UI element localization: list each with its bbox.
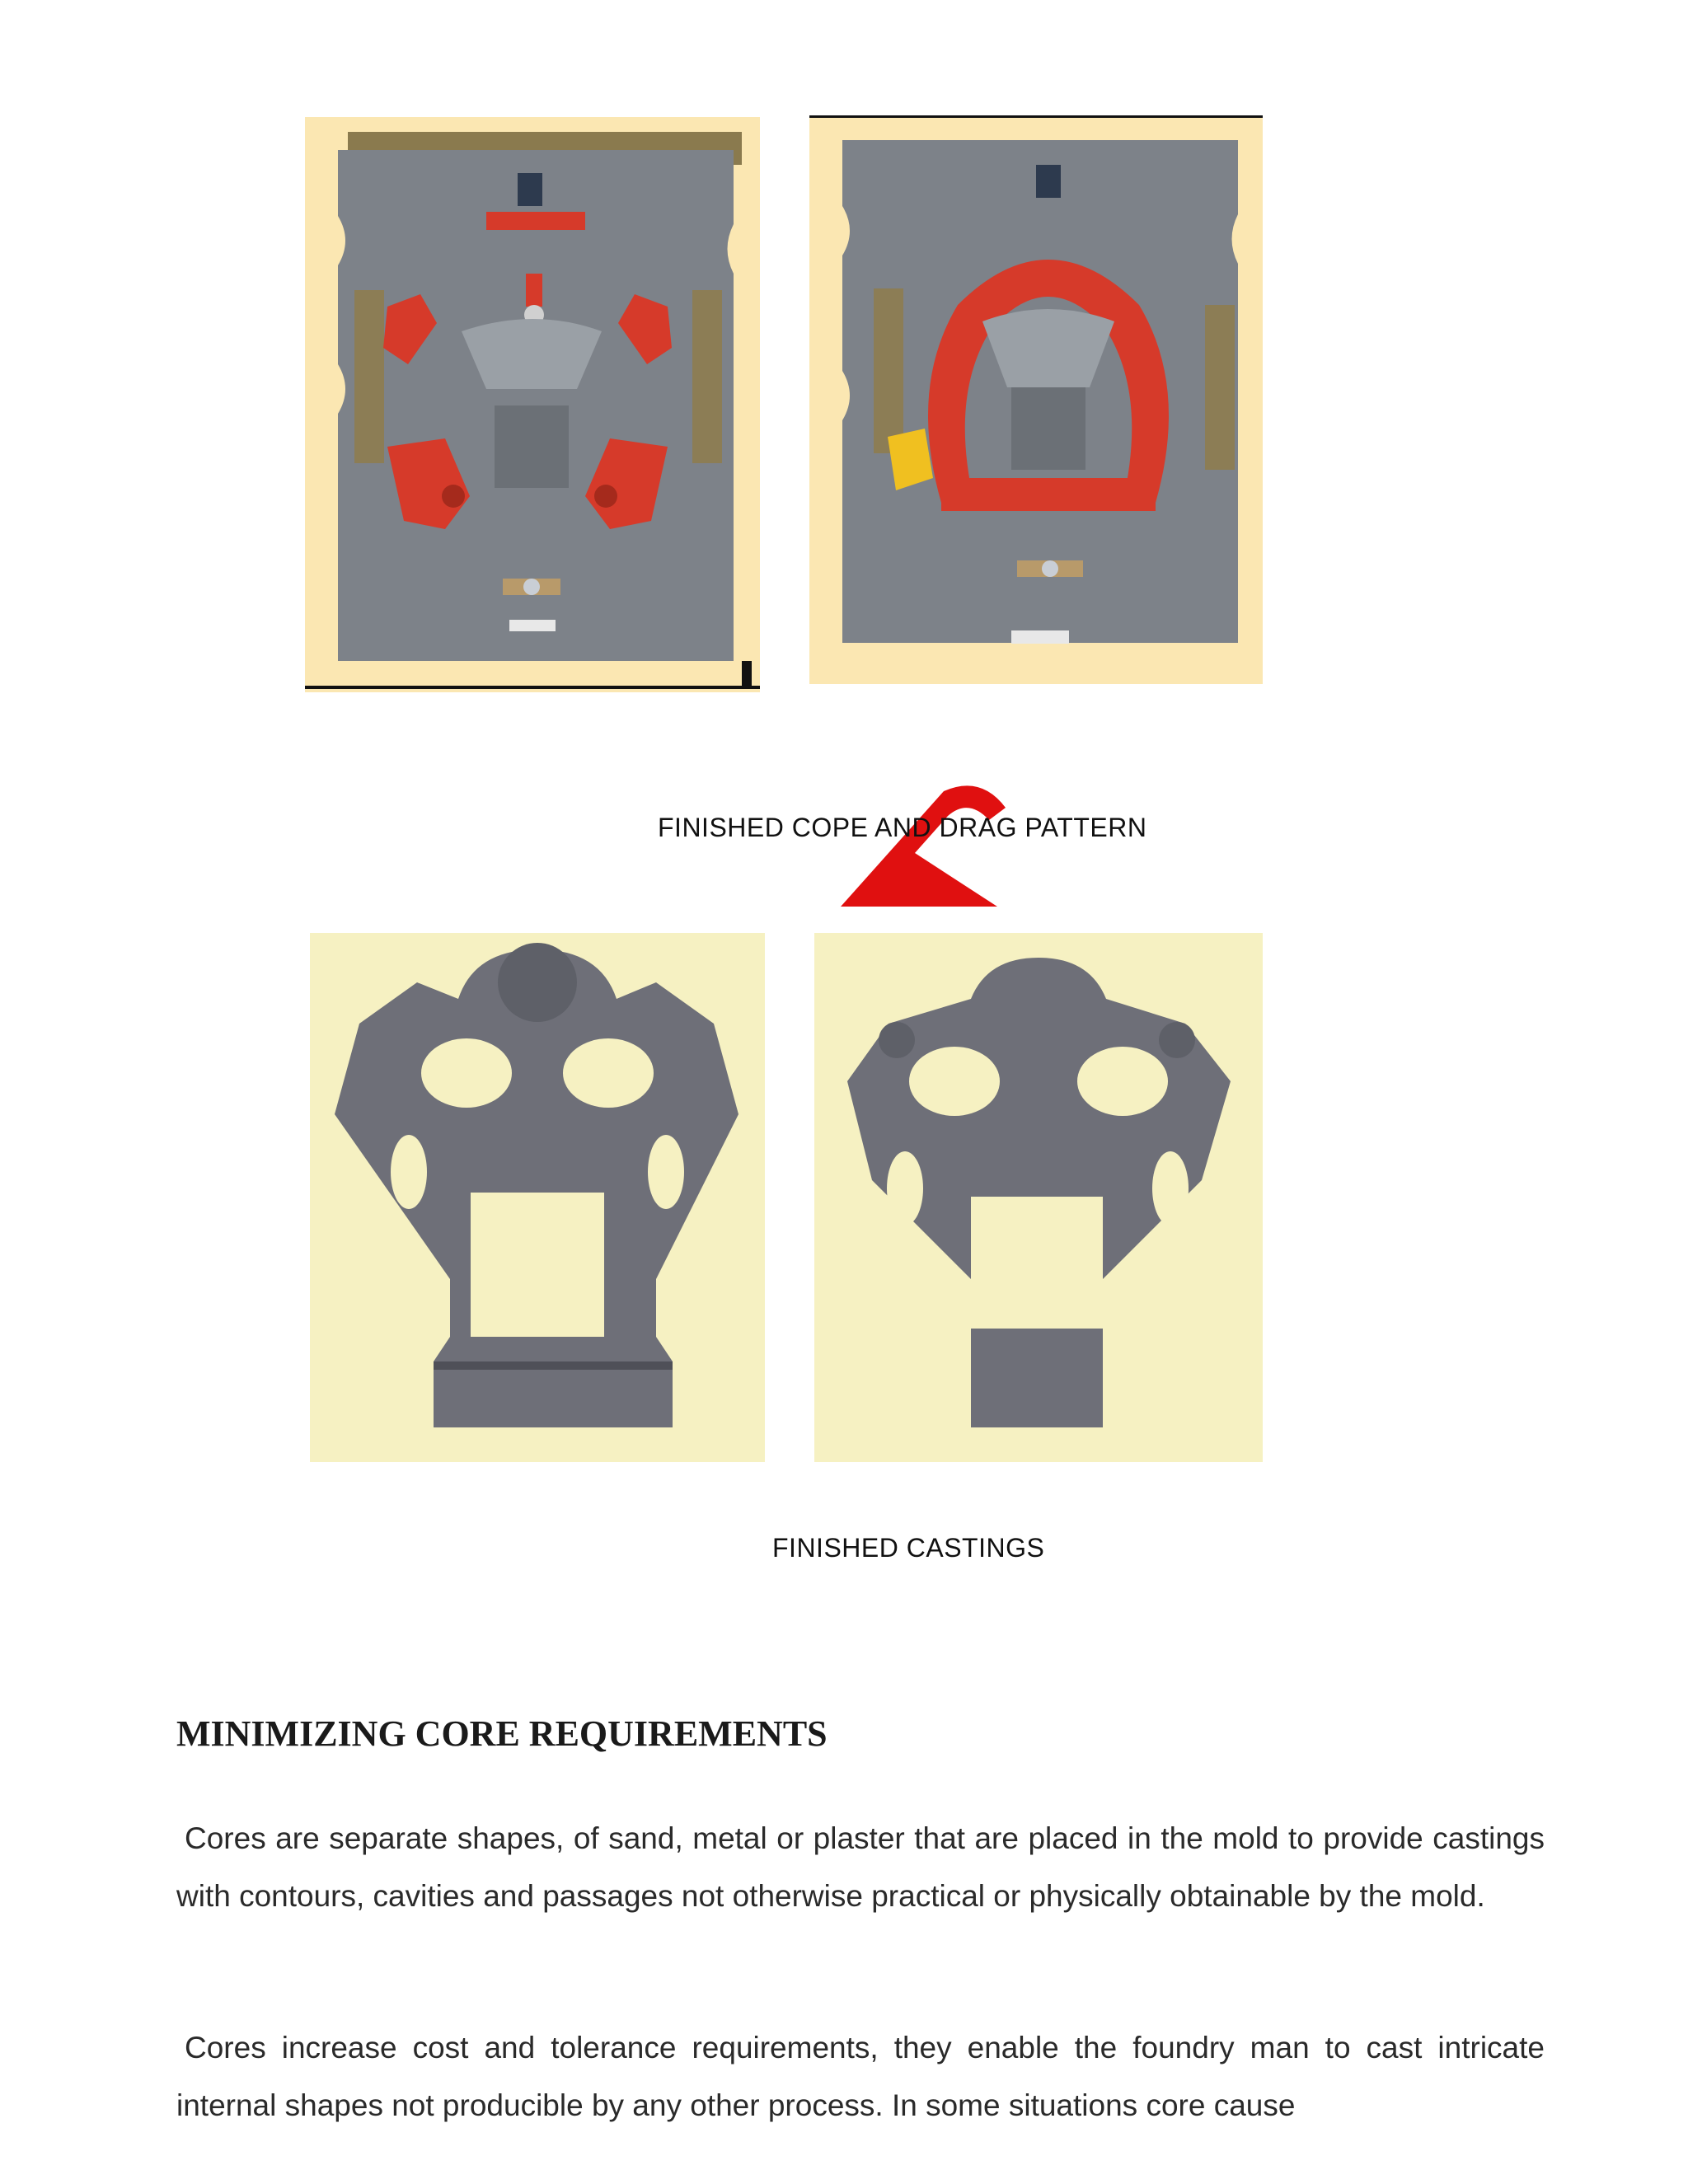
castings-caption: FINISHED CASTINGS <box>772 1533 1045 1563</box>
cope-pattern-image <box>305 117 760 692</box>
finished-casting-photo-1 <box>310 933 765 1462</box>
paragraph-2: Cores increase cost and tolerance requirements, they enable the foundry man to cast intricate internal shapes not producible by any other process. In some situations core cause <box>176 2031 1545 2122</box>
section-heading: MINIMIZING CORE REQUIREMENTS <box>176 1713 828 1754</box>
finished-casting-photo-2 <box>814 933 1263 1462</box>
casting-image-1 <box>310 933 765 1462</box>
drag-pattern-photo <box>809 115 1263 684</box>
paragraph-1: Cores are separate shapes, of sand, metal or plaster that are placed in the mold to provide castings with contours, cavities and passages not otherwise practical or physically obtainable by the mold. <box>176 1821 1545 1913</box>
drag-pattern-image <box>809 115 1263 684</box>
pattern-caption: FINISHED COPE AND DRAG PATTERN <box>658 813 1147 842</box>
casting-image-2 <box>814 933 1263 1462</box>
cope-pattern-photo <box>305 117 760 692</box>
